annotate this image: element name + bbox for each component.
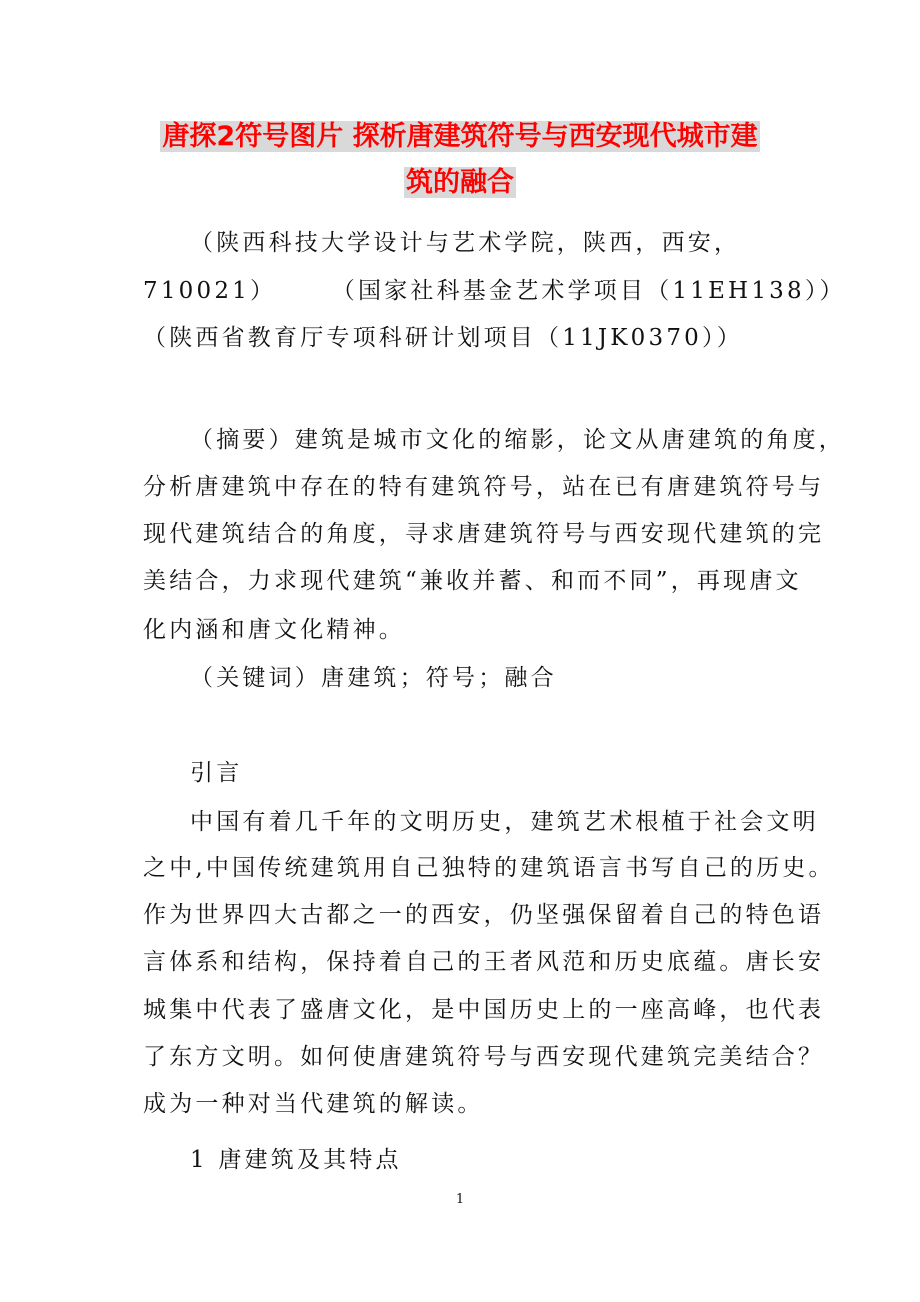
- intro-line: 中国有着几千年的文明历史，建筑艺术根植于社会文明: [190, 809, 819, 835]
- intro-line: 言体系和结构，保持着自己的王者风范和历史底蕴。唐长安: [143, 949, 825, 975]
- section-heading: 1 唐建筑及其特点: [190, 1147, 402, 1173]
- title-text: 筑的融合: [406, 167, 514, 198]
- title-text: 唐探2符号图片 探析唐建筑符号与西安现代城市建: [162, 121, 758, 152]
- affiliation-line: 710021） （国家社科基金艺术学项目（11EH138））: [143, 278, 846, 304]
- abstract-line: 美结合，力求现代建筑“兼收并蓄、和而不同”，再现唐文: [143, 568, 802, 594]
- intro-line: 之中,中国传统建筑用自己独特的建筑语言书写自己的历史。: [143, 855, 835, 881]
- abstract-line: 分析唐建筑中存在的特有建筑符号，站在已有唐建筑符号与: [143, 474, 825, 500]
- intro-line: 作为世界四大古都之一的西安，仍坚强保留着自己的特色语: [143, 902, 825, 928]
- intro-heading: 引言: [190, 760, 243, 786]
- abstract-line: 化内涵和唐文化精神。: [143, 617, 405, 643]
- intro-line: 成为一种对当代建筑的解读。: [143, 1091, 484, 1117]
- keywords: （关键词）唐建筑；符号；融合: [190, 665, 557, 691]
- affiliation-line: （陕西科技大学设计与艺术学院，陕西，西安，: [190, 230, 741, 256]
- abstract-line: （摘要）建筑是城市文化的缩影，论文从唐建筑的角度，: [190, 427, 845, 453]
- affiliation-line: （陕西省教育厅专项科研计划项目（11JK0370））: [143, 325, 743, 351]
- intro-line: 了东方文明。如何使唐建筑符号与西安现代建筑完美结合？: [143, 1044, 825, 1070]
- abstract-line: 现代建筑结合的角度，寻求唐建筑符号与西安现代建筑的完: [143, 521, 825, 547]
- page-number: 1: [455, 1192, 465, 1207]
- intro-line: 城集中代表了盛唐文化，是中国历史上的一座高峰，也代表: [143, 997, 825, 1023]
- title-line-1: [0, 119, 920, 155]
- title-line-2: [0, 165, 920, 201]
